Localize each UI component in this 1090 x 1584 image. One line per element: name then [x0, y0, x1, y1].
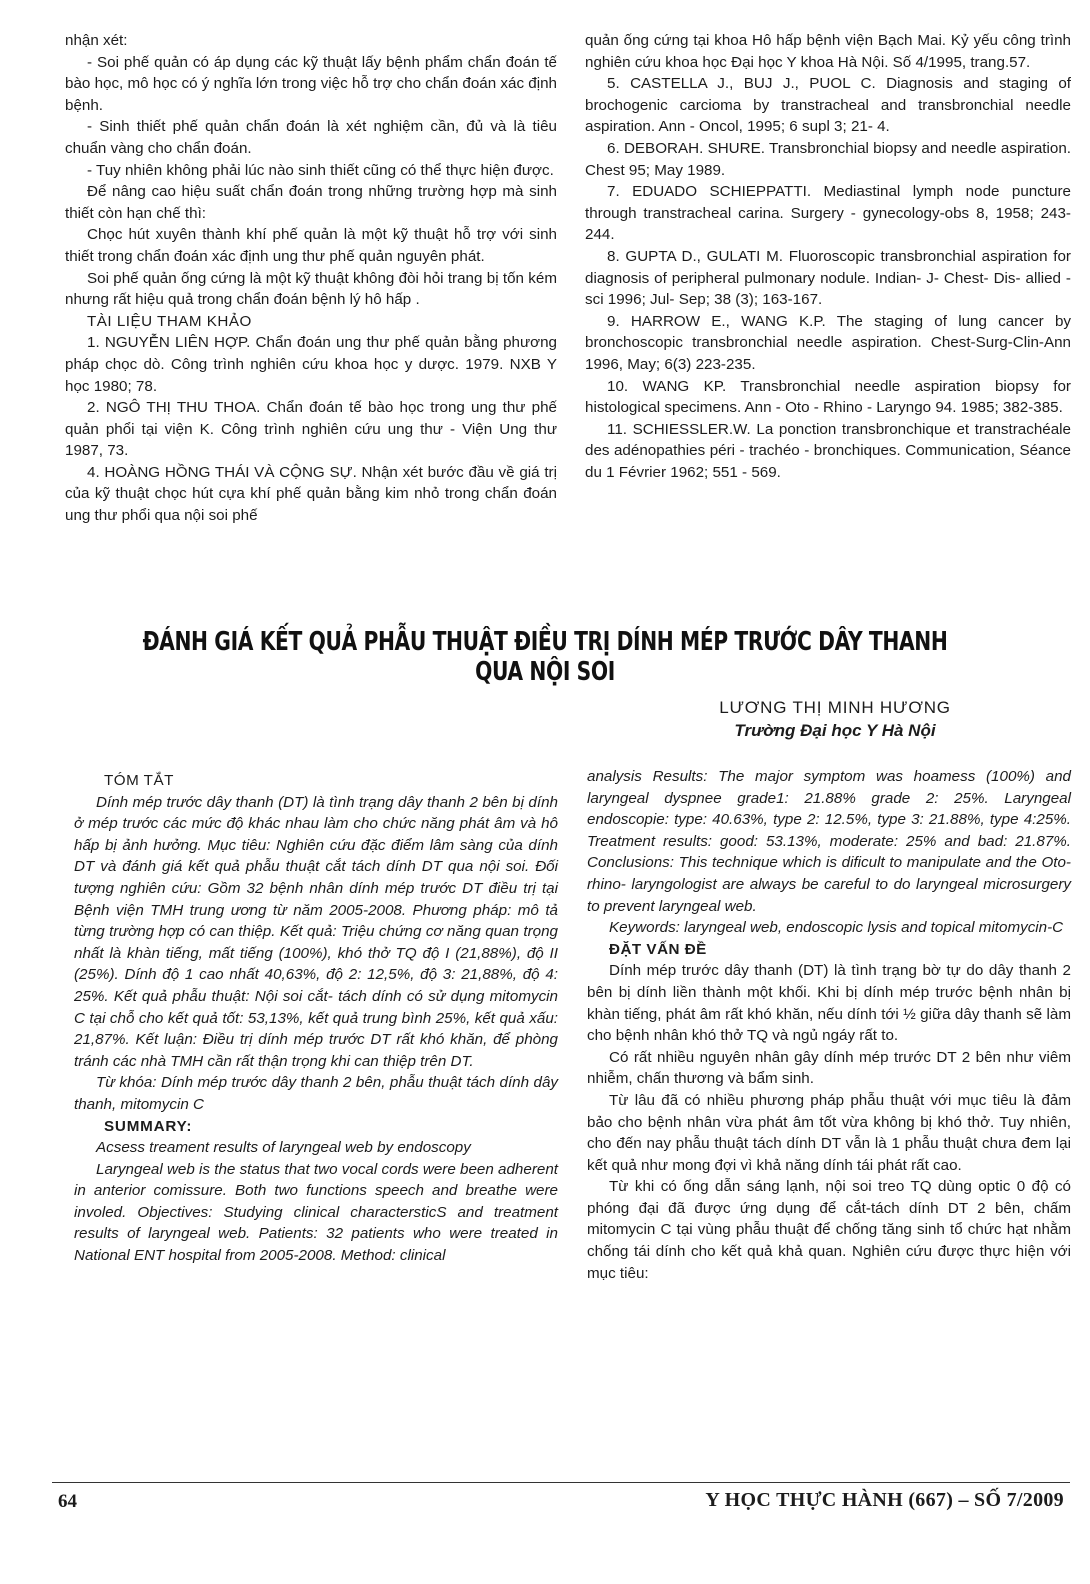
bottom-right-column — [587, 766, 1071, 1284]
page-number: 64 — [58, 1491, 77, 1512]
abstract-heading: TÓM TẮT — [104, 772, 174, 789]
reference-item: 8. GUPTA D., GULATI M. Fluoroscopic transbronchial aspiration for diagnosis of peripheral pulmonary nodule. Indian- J- Chest- Dis- allied - sci 1996; Jul- Sep; 38 (3); 163-167. — [585, 247, 1071, 309]
top-left-column — [65, 30, 557, 527]
paragraph: - Tuy nhiên không phải lúc nào sinh thiết cũng có thể thực hiện được. — [87, 161, 554, 179]
references-heading: TÀI LIỆU THAM KHẢO — [87, 312, 252, 330]
author-name: LƯƠNG THỊ MINH HƯƠNG — [719, 698, 951, 717]
journal-name: Y HỌC THỰC HÀNH (667) – SỐ 7/2009 — [705, 1489, 1064, 1511]
author-affiliation: Trường Đại học Y Hà Nội — [734, 721, 936, 740]
summary-text-continued: analysis Results: The major symptom was hoamess (100%) and laryngeal dyspnee grade1: 21.88% grade 2: 25%. Laryngeal endoscopie: type: 40.63%, type 2: 12.5%, type 3: 21.88%, type 4:25%. Treatment results: good: 53.13%, moderate: 25% and bad: 21.87%. Conclusions: This technique which is dificult to manipulate and the Oto- rhino- laryngologist are always be careful to do laryngeal microsurgery to prevent laryngeal web. — [587, 768, 1071, 915]
reference-item: 5. CASTELLA J., BUJ J., PUOL C. Diagnosis and staging of brochogenic carcioma by transtracheal and transbronchial needle aspiration. Ann - Oncol, 1995; 6 supl 3; 21- 4. — [585, 75, 1071, 136]
intro-heading: ĐẶT VẤN ĐỀ — [609, 940, 707, 958]
paragraph: Có rất nhiều nguyên nhân gây dính mép trước DT 2 bên như viêm nhiễm, chấn thương và bẩm sinh. — [587, 1048, 1071, 1088]
article-title: ĐÁNH GIÁ KẾT QUẢ PHẪU THUẬT ĐIỀU TRỊ DÍNH MÉP TRƯỚC DÂY THANH QUA NỘI SOI — [142, 627, 948, 687]
top-right-column — [585, 30, 1071, 483]
paragraph: - Sinh thiết phế quản chẩn đoán là xét nghiệm cần, đủ và là tiêu chuẩn vàng cho chẩn đoán. — [65, 118, 557, 157]
keywords-en: Keywords: laryngeal web, endoscopic lysis and topical mitomycin-C — [609, 919, 1064, 937]
reference-item: 1. NGUYỄN LIÊN HỢP. Chẩn đoán ung thư phế quản bằng phương pháp chọc dò. Công trình nghiên cứu khoa học y dược. 1979. NXB Y học 1980; 78. — [65, 334, 557, 395]
paragraph: nhận xét: — [65, 32, 128, 49]
paragraph: - Soi phế quản có áp dụng các kỹ thuật lấy bệnh phẩm chẩn đoán tế bào học, mô học có ý nghĩa lớn trong việc hỗ trợ cho chẩn đoán xác định bệnh. — [65, 53, 557, 114]
summary-title: Acsess treament results of laryngeal web by endoscopy — [96, 1139, 471, 1157]
summary-heading: SUMMARY: — [104, 1117, 193, 1135]
bottom-left-column — [74, 770, 558, 1267]
reference-item: 10. WANG KP. Transbronchial needle aspiration biopsy for histological specimens. Ann - Oto - Rhino - Laryngo 94. 1985; 382-385. — [585, 377, 1071, 417]
paragraph: Để nâng cao hiệu suất chẩn đoán trong những trường hợp mà sinh thiết còn hạn chế thì: — [65, 183, 557, 222]
abstract-text: Dính mép trước dây thanh (DT) là tình trạng dây thanh 2 bên bị dính ở mép trước các mức độ khác nhau làm cho chức năng phát âm và hô hấp bị ảnh hưởng. Mục tiêu: Nghiên cứu đặc điểm lâm sàng của dính DT và đánh giá kết quả phẫu thuật cắt tách dính DT qua nội soi. Đối tượng nghiên cứu: Gồm 32 bệnh nhân dính mép trước DT điều trị tại Bệnh viện TMH trung ương từ năm 2005-2008. Phương pháp: mô tả từng trường hợp có can thiệp. Kết quả: Triệu chứng cơ năng quan trọng nhất là khàn tiếng, mất tiếng (100%), khó thở TQ độ I (21,88%), độ II (25%). Dính độ 1 cao nhất 40,63%, độ 2: 12,5%, độ 3: 21,88%, độ 4: 25%. Kết quả phẫu thuật: Nội soi cắt- tách dính có sử dụng mitomycin C tại chỗ cho kết quả tốt: 53,13%, kết quả trung bình 25%, kết quả xấu: 21,87%. Kết luận: Điều trị dính mép trước DT rất khó khăn, để phòng tránh các nhà TMH cần rất thận trọng khi can thiệp trên DT. — [74, 793, 558, 1070]
reference-item: 4. HOÀNG HỒNG THÁI VÀ CỘNG SỰ. Nhận xét bước đầu về giá trị của kỹ thuật chọc hút cựa khí phế quản bằng kim nhỏ trong chẩn đoán ung thư phổi qua nội soi phế — [65, 463, 557, 525]
reference-item: quản ống cứng tại khoa Hô hấp bệnh viện Bạch Mai. Kỷ yếu công trình nghiên cứu khoa học Đại học Y khoa Hà Nội. Số 4/1995, trang.57. — [585, 32, 1071, 71]
paragraph: Từ lâu đã có nhiều phương pháp phẫu thuật với mục tiêu là đảm bảo cho bệnh nhân vừa phát âm tốt vừa không bị khó thở. Tuy nhiên, cho đến nay phẫu thuật tách dính DT vẫn là 1 phẫu thuật chưa đem lại kết quả như mong đợi vì khả năng dính tái phát rất cao. — [587, 1091, 1071, 1174]
reference-item: 6. DEBORAH. SHURE. Transbronchial biopsy and needle aspiration. Chest 95; May 1989. — [585, 139, 1071, 179]
paragraph: Dính mép trước dây thanh (DT) là tình trạng bờ tự do dây thanh 2 bên bị dính liền thành một khối. Khi bị dính mép trước bệnh nhân bị khàn tiếng, phát âm rất khó khăn, nếu dính tới ½ giữa dây thanh sẽ làm cho bệnh nhân khó thở TQ và ngủ ngáy rất to. — [587, 962, 1071, 1045]
keywords-vi: Từ khóa: Dính mép trước dây thanh 2 bên, phẫu thuật tách dính dây thanh, mitomycin C — [74, 1074, 558, 1113]
paragraph: Soi phế quản ống cứng là một kỹ thuật không đòi hỏi trang bị tốn kém nhưng rất hiệu quả trong chẩn đoán bệnh lý hô hấp . — [65, 269, 557, 309]
reference-item: 2. NGÔ THỊ THU THOA. Chẩn đoán tế bào học trong ung thư phế quản phổi tại viện K. Công trình nghiên cứu ung thư - Viện Ung thư 1987, 73. — [65, 399, 557, 460]
footer-rule — [52, 1482, 1070, 1483]
reference-item: 11. SCHIESSLER.W. La ponction transbronchique et transtrachéale des adénopathies péri - trachéo - bronchiques. Communication, Séance du 1 Février 1962; 551 - 569. — [585, 420, 1071, 481]
reference-item: 9. HARROW E., WANG K.P. The staging of lung cancer by bronchoscopic transbronchial needle aspiration. Chest-Surg-Clin-Ann 1996, May; 6(3) 223-235. — [585, 312, 1071, 373]
summary-text: Laryngeal web is the status that two vocal cords were been adherent in anterior comissure. Both two functions speech and breathe were involed. Objectives: Studying clinical charactersticS and treatment results of laryngeal web. Patients: 32 patients who were treated in National ENT hospital from 2005-2008. Method: clinical — [74, 1160, 558, 1265]
author-block — [655, 696, 1015, 742]
reference-item: 7. EDUADO SCHIEPPATTI. Mediastinal lymph node puncture through transtracheal carina. Surgery - gynecology-obs 8, 1958; 243-244. — [585, 183, 1071, 244]
paragraph: Từ khi có ống dẫn sáng lạnh, nội soi treo TQ dùng optic 0 độ có phóng đại đã được ứng dụng để cắt-tách dính DT 2 bên, chấm mitomycin C tại vùng phẫu thuật để chống tăng sinh tổ chức hạt nhằm chống tái dính cho kết quả khả quan. Nghiên cứu được thực hiện với mục tiêu: — [587, 1178, 1071, 1282]
paragraph: Chọc hút xuyên thành khí phế quản là một kỹ thuật hỗ trợ với sinh thiết trong chẩn đoán xác định ung thư phế quản nguyên phát. — [65, 226, 557, 265]
